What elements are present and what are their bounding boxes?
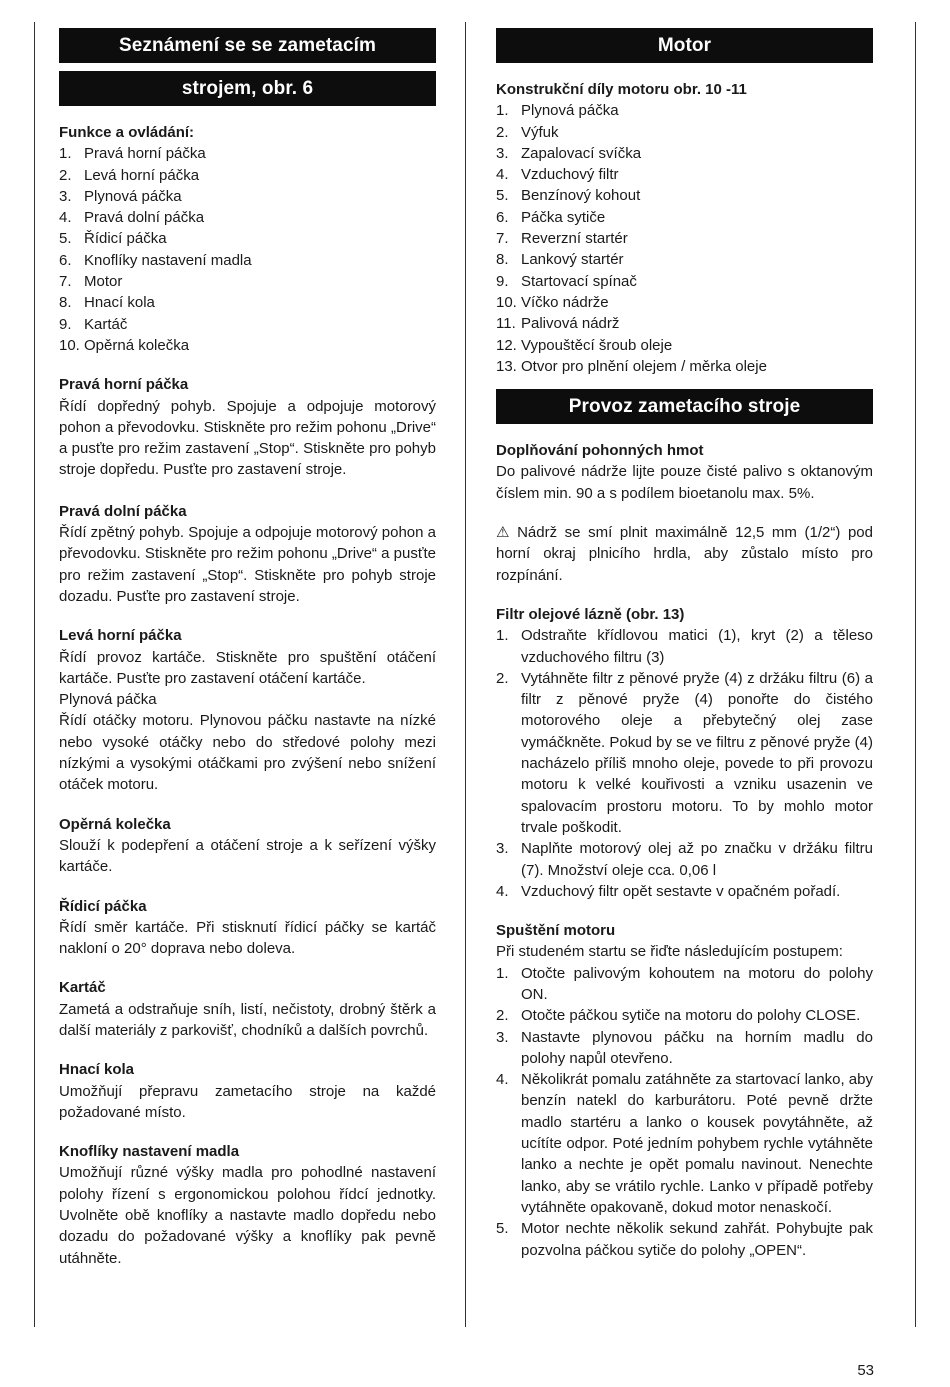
section-text: Slouží k podepření a otáčení stroje a k seřízení výšky kartáče.	[59, 836, 436, 876]
left-margin-rule	[34, 22, 35, 1327]
warning-text: ⚠ Nádrž se smí plnit maximálně 12,5 mm (1/2“) pod horní okraj plnicího hrdla, aby zůstalo místo pro rozpínání.	[496, 524, 873, 584]
list-item: 5. Motor nechte několik sekund zahřát. Pohybujte pak pozvolna páčkou sytiče do polohy „OPEN“.	[496, 1220, 873, 1259]
section-text: Řídí zpětný pohyb. Spojuje a odpojuje motorový pohon a převodovku. Stiskněte pro režim pohonu „Drive“ a pusťte pro režim zastavení „Stop“. Stiskněte pro pohyb stroje dozadu. Pusťte pro zastavení stroje.	[59, 524, 436, 605]
list-item: 6. Knoflíky nastavení madla	[59, 251, 252, 269]
list-item: 2. Výfuk	[496, 123, 559, 141]
list-item: 2. Vytáhněte filtr z pěnové pryže (4) z držáku filtru (6) a filtr z pěnové pryže (4) ponořte do čistého motorového oleje a přebytečný olej zase vymáčkněte. Pokud by se ve filtru z pěnové pryže (4) nacházelo příliš mnoho oleje, povede to při provozu motoru k velké kouřivosti a vzniku usazenin ve spalovacím prostoru motoru. To by mohlo motor trvale poškodit.	[496, 669, 873, 836]
support-wheels-section	[59, 814, 436, 878]
left-column	[59, 28, 436, 1269]
list-item: 9. Startovací spínač	[496, 272, 637, 290]
engine-parts-heading: Konstrukční díly motoru obr. 10 -11	[496, 81, 747, 98]
filter-steps-list	[496, 625, 873, 902]
left-upper-lever-section	[59, 625, 436, 795]
list-item: 5. Řídicí páčka	[59, 230, 167, 248]
list-item: 1. Pravá horní páčka	[59, 145, 206, 163]
warning-triangle-icon: ⚠	[496, 524, 510, 542]
section-heading: Filtr olejové lázně (obr. 13)	[496, 605, 685, 623]
section-title-line2: strojem, obr. 6	[59, 71, 436, 106]
section-text: Při studeném startu se řiďte následujícím postupem:	[496, 943, 843, 961]
list-item: 3. Zapalovací svíčka	[496, 144, 642, 162]
start-steps-list	[496, 963, 873, 1261]
page-number: 53	[857, 1362, 874, 1379]
functions-section	[59, 122, 436, 356]
list-item: 1. Plynová páčka	[496, 102, 619, 120]
functions-list	[59, 143, 436, 356]
list-item: 7. Reverzní startér	[496, 230, 628, 248]
section-text: Umožňují různé výšky madla pro pohodlné nastavení polohy řízení s ergonomickou polohou řídcí jednotky. Uvolněte obě knoflíky a nastavte madlo dopředu nebo dozadu do požadované výšky a knoflíky pak pevně utáhněte.	[59, 1164, 436, 1267]
drive-wheels-section	[59, 1059, 436, 1123]
list-item: 6. Páčka sytiče	[496, 208, 606, 226]
section-heading: Hnací kola	[59, 1061, 135, 1079]
section-title-line1: Seznámení se se zametacím	[59, 28, 436, 63]
list-item: 3. Plynová páčka	[59, 187, 182, 205]
section-heading: Pravá dolní páčka	[59, 502, 187, 520]
list-item: 13. Otvor pro plnění olejem / měrka oleje	[496, 357, 767, 375]
functions-heading: Funkce a ovládání:	[59, 124, 195, 141]
center-divider-rule	[465, 22, 466, 1327]
right-lower-lever-section	[59, 501, 436, 607]
list-item: 4. Pravá dolní páčka	[59, 209, 205, 227]
list-item: 3. Naplňte motorový olej až po značku v držáku filtru (7). Množství oleje cca. 0,06 l	[496, 840, 873, 879]
list-item: 4. Několikrát pomalu zatáhněte za startovací lanko, aby benzín natekl do karburátoru. Poté pevně držte madlo startéru a lanko o kousek povytáhněte, až ucítíte odpor. Poté jedním pohybem rychle vytáhněte lanko a nechte je opět pomalu navinout. Nenechte lanko, aby se vrátilo rychle. Lanko v případě potřeby vytáhněte opakovaně, dokud motor nenaskočí.	[496, 1071, 873, 1216]
right-upper-lever-section	[59, 374, 436, 480]
section-heading: Řídicí páčka	[59, 897, 147, 915]
engine-parts-list	[496, 100, 873, 377]
section-text: Do palivové nádrže lijte pouze čisté palivo s oktanovým číslem min. 90 a s podílem bioetanolu max. 5%.	[496, 463, 873, 502]
list-item: 1. Otočte palivovým kohoutem na motoru do polohy ON.	[496, 964, 873, 1003]
refuel-section	[496, 440, 873, 504]
motor-title: Motor	[496, 28, 873, 63]
brush-section	[59, 977, 436, 1041]
list-item: 3. Nastavte plynovou páčku na horním madlu do polohy napůl otevřeno.	[496, 1028, 873, 1067]
list-item: 4. Vzduchový filtr	[496, 166, 619, 184]
section-heading: Pravá horní páčka	[59, 376, 189, 394]
control-lever-section	[59, 896, 436, 960]
list-item: 10. Víčko nádrže	[496, 293, 609, 311]
engine-parts-section	[496, 79, 873, 377]
section-text: Řídí otáčky motoru. Plynovou páčku nastavte na nízké nebo vysoké otáčky nebo do středové polohy mezi nízkými a vysokými otáčkami pro zvýšení nebo snížení otáček motoru.	[59, 712, 436, 794]
right-margin-rule	[915, 22, 916, 1327]
operation-title: Provoz zametacího stroje	[496, 389, 873, 424]
section-text: Řídí směr kartáče. Při stisknutí řídicí páčky se kartáč nakloní o 20° doprava nebo doleva.	[59, 918, 436, 958]
list-item: 7. Motor	[59, 273, 123, 291]
list-item: 11. Palivová nádrž	[496, 315, 620, 333]
engine-start-section	[496, 920, 873, 1261]
list-item: 1. Odstraňte křídlovou matici (1), kryt (2) a těleso vzduchového filtru (3)	[496, 627, 873, 666]
section-heading: Opěrná kolečka	[59, 815, 171, 833]
list-item: 8. Hnací kola	[59, 294, 155, 312]
section-text: Zametá a odstraňuje sníh, listí, nečistoty, drobný štěrk a další materiály z parkovišť, chodníků a dalších povrchů.	[59, 1000, 436, 1039]
list-item: 4. Vzduchový filtr opět sestavte v opačném pořadí.	[496, 882, 841, 900]
list-item: 2. Otočte páčkou sytiče na motoru do polohy CLOSE.	[496, 1007, 861, 1025]
section-text: Řídí dopředný pohyb. Spojuje a odpojuje motorový pohon a převodovku. Stiskněte pro režim pohonu „Drive“ a pusťte pro režim zastavení „Stop“. Stiskněte pro pohyb stroje dopředu. Pusťte pro zastavení stroje.	[59, 397, 436, 479]
fill-warning	[496, 522, 873, 586]
list-item: 10. Opěrná kolečka	[59, 336, 190, 354]
section-heading: Kartáč	[59, 979, 106, 997]
section-text: Řídí provoz kartáče. Stiskněte pro spuštění otáčení kartáče. Pusťte pro zastavení otáčení kartáče.	[59, 648, 436, 687]
list-item: 9. Kartáč	[59, 315, 128, 333]
list-item: 12. Vypouštěcí šroub oleje	[496, 336, 673, 354]
section-heading: Doplňování pohonných hmot	[496, 442, 704, 460]
section-text: Umožňují přepravu zametacího stroje na každé požadované místo.	[59, 1082, 436, 1121]
list-item: 8. Lankový startér	[496, 251, 624, 269]
section-heading: Spuštění motoru	[496, 922, 616, 940]
section-heading: Knoflíky nastavení madla	[59, 1143, 240, 1161]
section-subheading: Plynová páčka	[59, 691, 157, 709]
list-item: 5. Benzínový kohout	[496, 187, 641, 205]
list-item: 2. Levá horní páčka	[59, 166, 200, 184]
right-column	[496, 28, 873, 1261]
section-heading: Levá horní páčka	[59, 627, 182, 645]
oil-bath-filter-section	[496, 604, 873, 902]
handle-knobs-section	[59, 1141, 436, 1269]
